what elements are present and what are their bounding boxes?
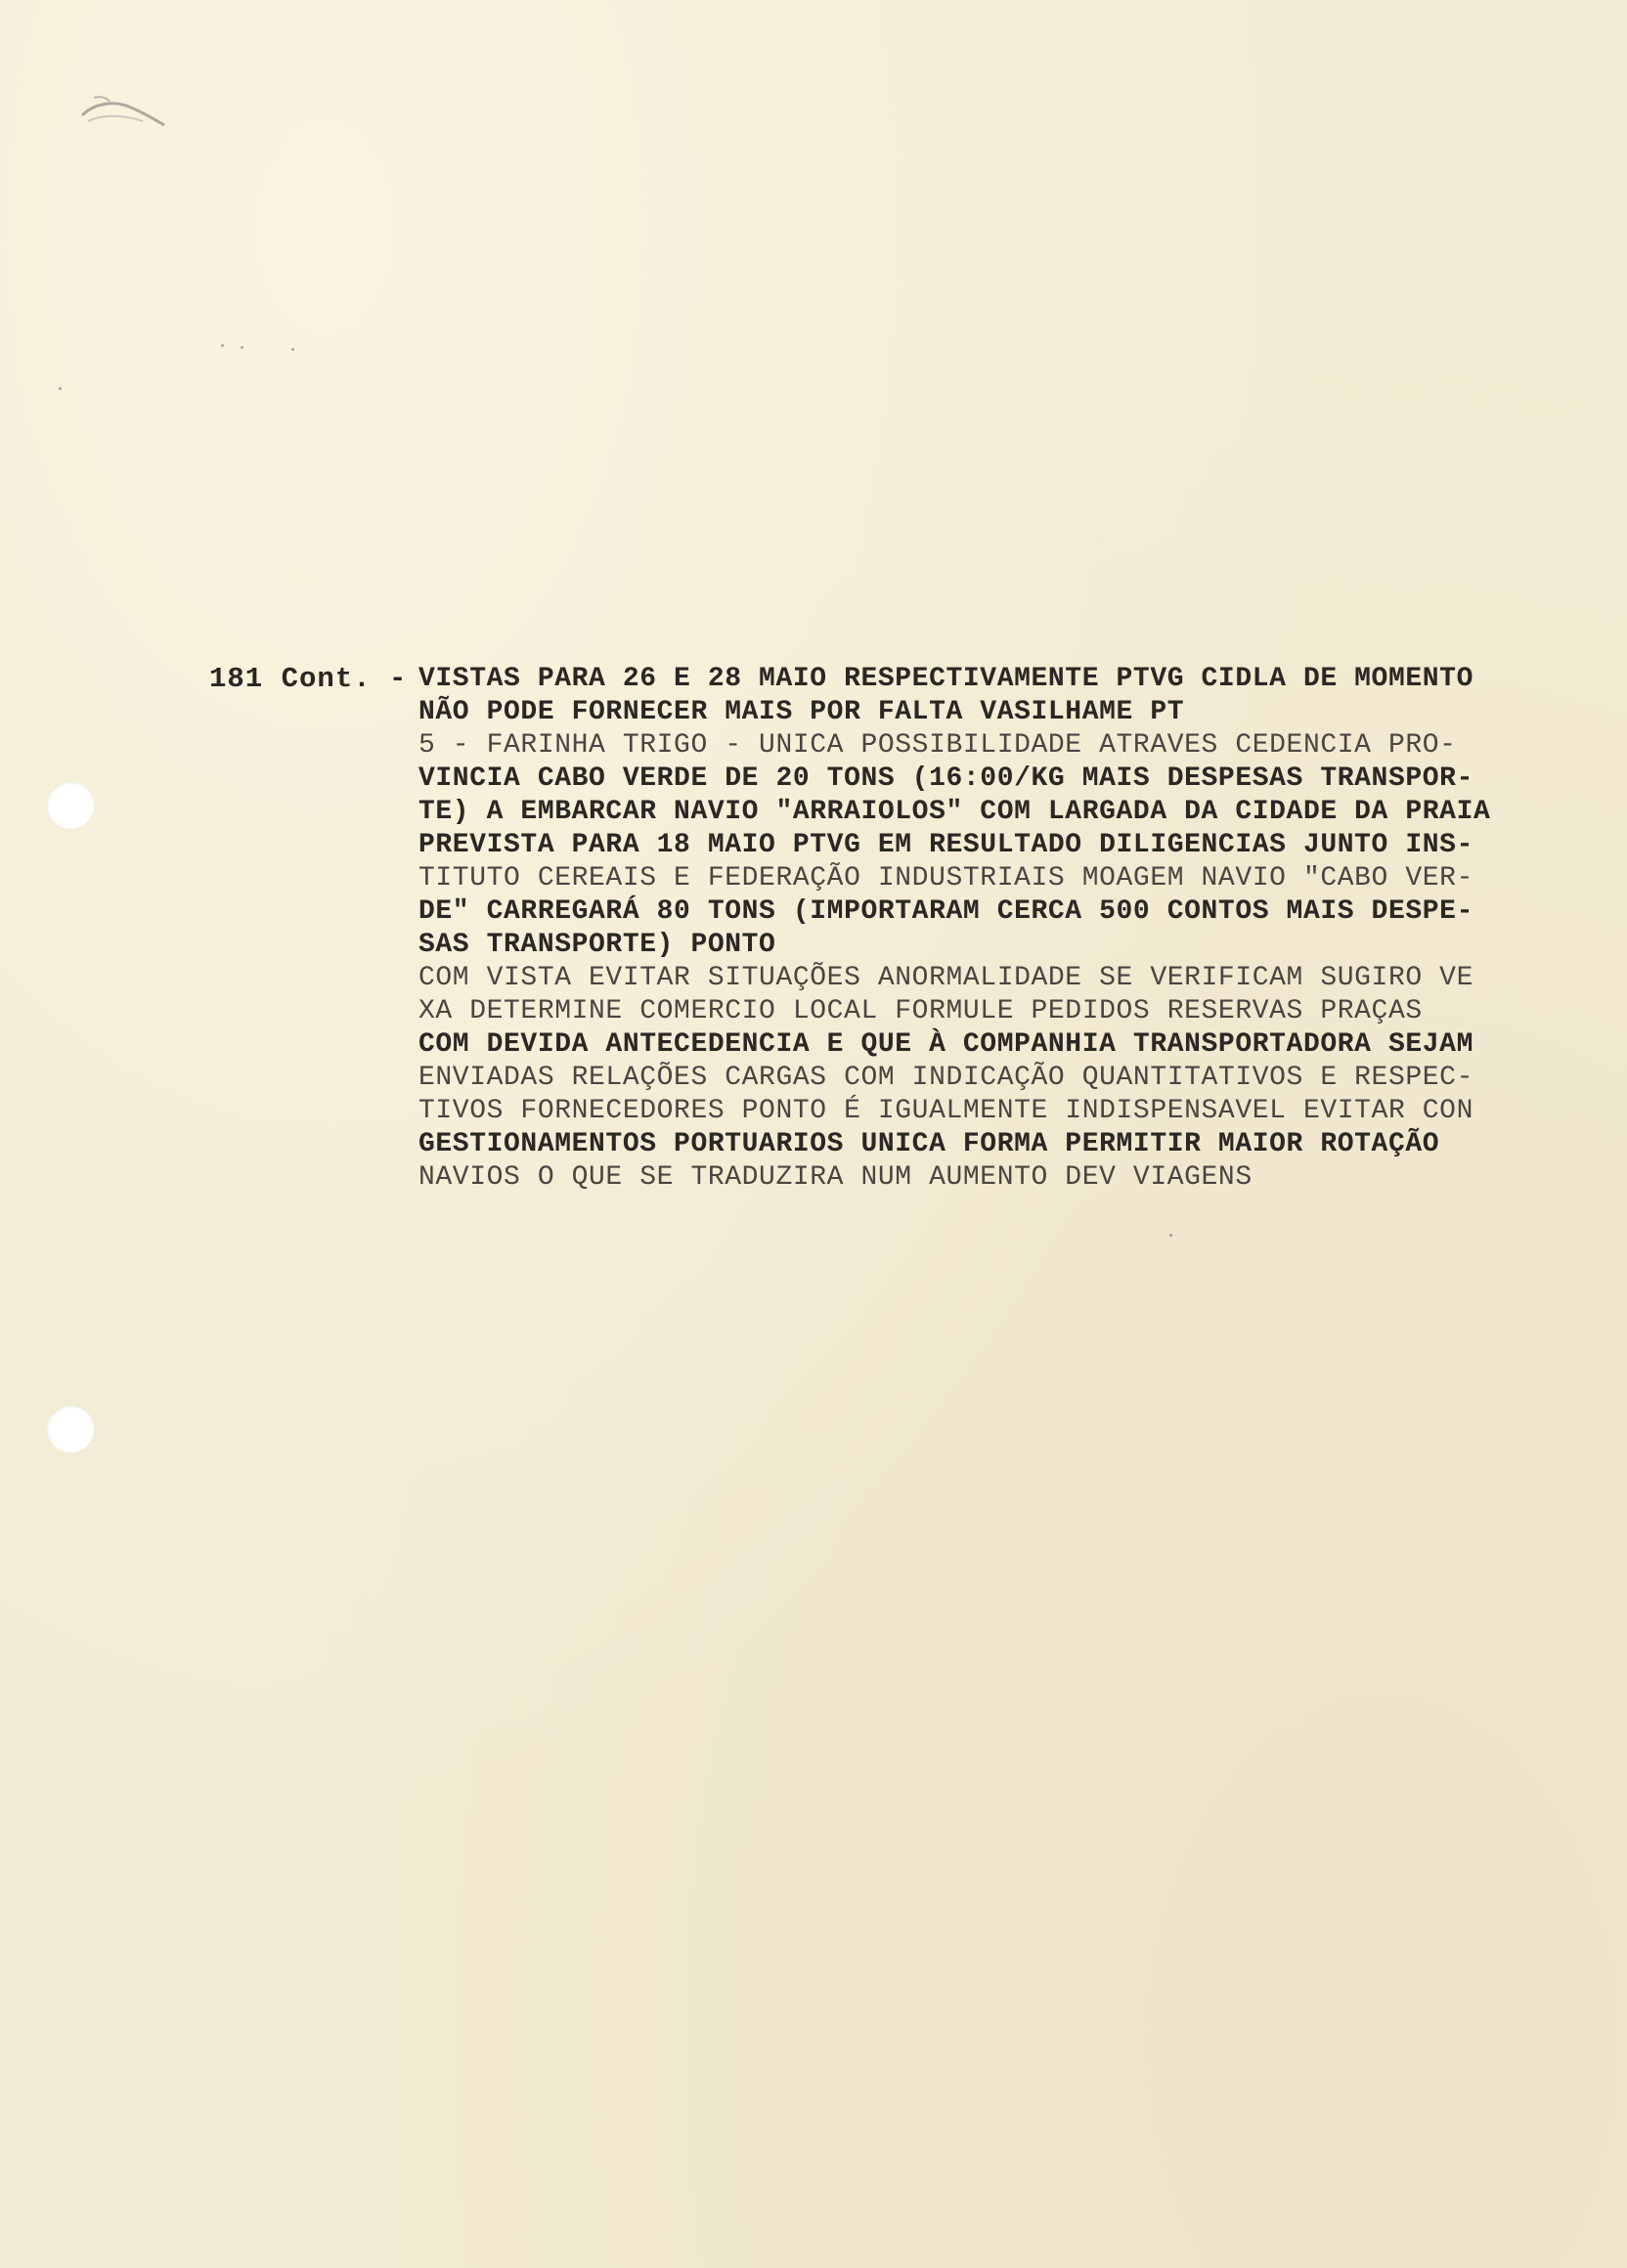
punch-hole-top (47, 782, 94, 829)
body-line: COM VISTA EVITAR SITUAÇÕES ANORMALIDADE SE VERIFICAM SUGIRO VE (418, 963, 1473, 993)
body-line: PREVISTA PARA 18 MAIO PTVG EM RESULTADO DILIGENCIAS JUNTO INS- (418, 830, 1473, 860)
body-line: 5 - FARINHA TRIGO - UNICA POSSIBILIDADE ATRAVES CEDENCIA PRO- (418, 730, 1457, 761)
body-line: SAS TRANSPORTE) PONTO (418, 930, 776, 960)
paper-speck (291, 348, 294, 351)
paper-speck (221, 344, 224, 347)
entry-label: 181 Cont. - (209, 663, 408, 695)
document-body (418, 663, 1543, 1195)
body-line: DE" CARREGARÁ 80 TONS (IMPORTARAM CERCA 500 CONTOS MAIS DESPE- (418, 896, 1473, 927)
paper-stain-mark (74, 86, 168, 135)
body-line: GESTIONAMENTOS PORTUARIOS UNICA FORMA PERMITIR MAIOR ROTAÇÃO (418, 1129, 1440, 1159)
body-line: ENVIADAS RELAÇÕES CARGAS COM INDICAÇÃO QUANTITATIVOS E RESPEC- (418, 1063, 1473, 1093)
paper-speck (59, 387, 62, 390)
body-line: VISTAS PARA 26 E 28 MAIO RESPECTIVAMENTE PTVG CIDLA DE MOMENTO (418, 664, 1473, 694)
paper-speck (241, 346, 243, 349)
body-line: XA DETERMINE COMERCIO LOCAL FORMULE PEDIDOS RESERVAS PRAÇAS (418, 996, 1423, 1026)
body-line: NÃO PODE FORNECER MAIS POR FALTA VASILHAME PT (418, 697, 1185, 727)
body-line: VINCIA CABO VERDE DE 20 TONS (16:00/KG MAIS DESPESAS TRANSPOR- (418, 763, 1473, 794)
paper-speck (1169, 1234, 1172, 1237)
body-line: COM DEVIDA ANTECEDENCIA E QUE À COMPANHIA TRANSPORTADORA SEJAM (418, 1029, 1473, 1060)
body-line: TE) A EMBARCAR NAVIO "ARRAIOLOS" COM LARGADA DA CIDADE DA PRAIA (418, 797, 1491, 827)
punch-hole-bottom (47, 1406, 94, 1453)
body-line: TITUTO CEREAIS E FEDERAÇÃO INDUSTRIAIS MOAGEM NAVIO "CABO VER- (418, 863, 1473, 894)
body-line: TIVOS FORNECEDORES PONTO É IGUALMENTE INDISPENSAVEL EVITAR CON (418, 1096, 1473, 1126)
body-line: NAVIOS O QUE SE TRADUZIRA NUM AUMENTO DEV VIAGENS (418, 1162, 1253, 1193)
